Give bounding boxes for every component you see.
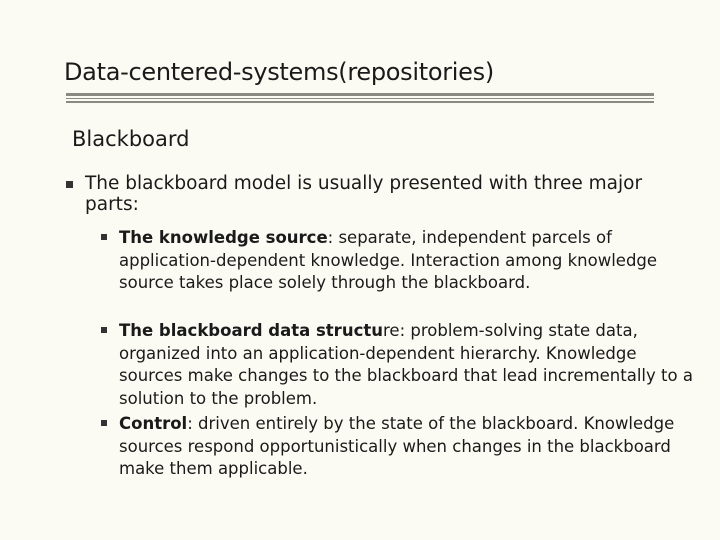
bullet-main-text: The blackboard model is usually presented with three major parts: <box>85 173 643 215</box>
sub-bullet-text: : driven entirely by the state of the blackboard. Knowledge sources respond opportunistically when changes in the blackboard make them applicable. <box>119 414 675 478</box>
title-underline-thick <box>66 93 654 96</box>
title-underline-bottom <box>66 101 654 103</box>
bullet-square-icon <box>101 420 107 426</box>
bullet-square-icon <box>66 181 73 188</box>
sub-bullet-control <box>119 413 699 481</box>
sub-bullet-term: The blackboard data structu <box>119 321 383 340</box>
sub-bullet-term-rest: re <box>382 321 400 340</box>
slide-title: Data-centered-systems(repositories) <box>64 58 494 86</box>
sub-bullet-term: Control <box>119 414 188 433</box>
sub-bullet-text: : separate, independent parcels of application-dependent knowledge. Interaction among knowledge source takes place solely through the blackboard. <box>119 228 658 292</box>
sub-bullet-term: The knowledge source <box>119 228 328 247</box>
sub-bullet-blackboard-data-structure <box>119 320 699 410</box>
sub-bullet-knowledge-source <box>119 227 699 295</box>
sub-bullet-text: : problem-solving state data, organized into an application-dependent hierarchy. Knowledge sources make changes to the blackboard that lead incrementally to a solution to the problem. <box>119 321 693 408</box>
bullet-square-icon <box>101 234 107 240</box>
bullet-main <box>85 173 675 215</box>
title-underline-thin <box>66 98 654 99</box>
slide-subtitle: Blackboard <box>72 127 190 151</box>
bullet-square-icon <box>101 327 107 333</box>
